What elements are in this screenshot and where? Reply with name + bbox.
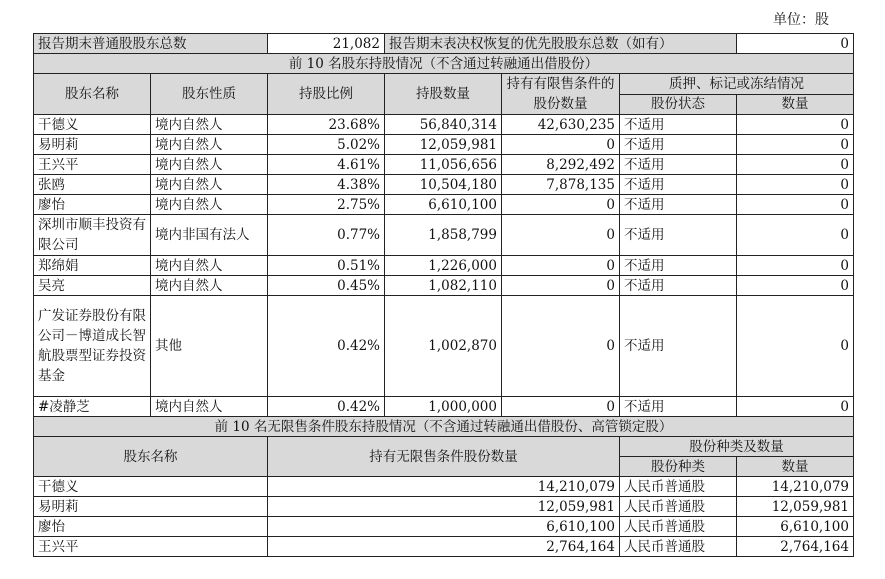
table-row (34, 497, 854, 517)
shareholding-ratio: 0.77% (268, 215, 385, 256)
header-ratio: 持股比例 (268, 74, 385, 115)
pledge-status: 不适用 (620, 215, 737, 256)
restricted-qty: 0 (502, 397, 620, 417)
pledge-status: 不适用 (620, 135, 737, 155)
shareholding-ratio: 0.42% (268, 397, 385, 417)
unit-label: 单位：股 (773, 12, 829, 28)
unrestricted-qty: 12,059,981 (268, 497, 620, 517)
header-nature: 股东性质 (151, 74, 268, 115)
unrestricted-qty: 2,764,164 (268, 537, 620, 557)
restricted-qty: 0 (502, 135, 620, 155)
table-row (34, 215, 854, 256)
table-row (34, 477, 854, 497)
shareholder-nature: 境内自然人 (151, 195, 268, 215)
shareholding-ratio: 4.38% (268, 175, 385, 195)
shareholder-name: 张鸥 (34, 175, 151, 195)
table-row (34, 135, 854, 155)
table-row (34, 175, 854, 195)
pledge-qty: 0 (737, 135, 854, 155)
pledge-qty: 0 (737, 115, 854, 135)
pledge-qty: 0 (737, 155, 854, 175)
shareholding-qty: 10,504,180 (385, 175, 502, 195)
unrestricted-header-type: 股份种类 (620, 457, 737, 477)
shareholding-ratio: 2.75% (268, 195, 385, 215)
header-restricted: 持有有限售条件的股份数量 (502, 74, 620, 115)
unrestricted-header-name: 股东名称 (34, 437, 268, 477)
table-row (34, 256, 854, 276)
shareholding-qty: 1,000,000 (385, 397, 502, 417)
unrestricted-qty: 14,210,079 (268, 477, 620, 497)
top10-rows (34, 115, 854, 417)
header-pledge-status: 股份状态 (620, 94, 737, 115)
table-row (34, 537, 854, 557)
shareholding-ratio: 0.51% (268, 256, 385, 276)
shareholding-ratio: 0.45% (268, 276, 385, 296)
shareholder-name: 深圳市顺丰投资有限公司 (34, 215, 151, 256)
pledge-status: 不适用 (620, 256, 737, 276)
header-name: 股东名称 (34, 74, 151, 115)
share-type-qty: 2,764,164 (737, 537, 854, 557)
summary-row (34, 34, 854, 54)
pledge-status: 不适用 (620, 195, 737, 215)
shareholding-qty: 11,056,656 (385, 155, 502, 175)
restricted-qty: 0 (502, 195, 620, 215)
shareholder-name: 广发证券股份有限公司－博道成长智航股票型证券投资基金 (34, 296, 151, 397)
shareholder-table (33, 33, 854, 557)
total-shareholders-label: 报告期末普通股股东总数 (34, 34, 268, 54)
unrestricted-holder-name: 易明莉 (34, 497, 268, 517)
pledge-status: 不适用 (620, 155, 737, 175)
table-row (34, 397, 854, 417)
pledge-qty: 0 (737, 175, 854, 195)
restricted-qty: 42,630,235 (502, 115, 620, 135)
shareholder-nature: 境内自然人 (151, 115, 268, 135)
unrestricted-qty: 6,610,100 (268, 517, 620, 537)
shareholder-nature: 境内自然人 (151, 256, 268, 276)
shareholder-name: #凌静芝 (34, 397, 151, 417)
shareholder-name: 廖怡 (34, 195, 151, 215)
pledge-status: 不适用 (620, 397, 737, 417)
share-type: 人民币普通股 (620, 477, 737, 497)
unrestricted-rows (34, 477, 854, 557)
shareholder-nature: 境内自然人 (151, 175, 268, 195)
restricted-qty: 0 (502, 276, 620, 296)
shareholder-name: 吴亮 (34, 276, 151, 296)
restricted-qty: 0 (502, 215, 620, 256)
unrestricted-header-group: 股份种类及数量 (620, 437, 854, 457)
header-qty: 持股数量 (385, 74, 502, 115)
shareholder-nature: 境内自然人 (151, 276, 268, 296)
shareholding-qty: 6,610,100 (385, 195, 502, 215)
table-row (34, 155, 854, 175)
shareholding-qty: 56,840,314 (385, 115, 502, 135)
shareholding-ratio: 4.61% (268, 155, 385, 175)
table-row (34, 195, 854, 215)
pledge-qty: 0 (737, 397, 854, 417)
pledge-status: 不适用 (620, 296, 737, 397)
shareholding-qty: 1,858,799 (385, 215, 502, 256)
unrestricted-holder-name: 干德义 (34, 477, 268, 497)
pledge-qty: 0 (737, 276, 854, 296)
unrestricted-holder-name: 廖怡 (34, 517, 268, 537)
unrestricted-section-title: 前 10 名无限售条件股东持股情况（不含通过转融通出借股份、高管锁定股） (34, 417, 854, 437)
shareholder-name: 郑绵娟 (34, 256, 151, 276)
share-type-qty: 14,210,079 (737, 477, 854, 497)
pledge-status: 不适用 (620, 175, 737, 195)
pledge-qty: 0 (737, 256, 854, 276)
table-row (34, 115, 854, 135)
shareholder-nature: 境内自然人 (151, 155, 268, 175)
shareholder-nature: 其他 (151, 296, 268, 397)
restricted-qty: 0 (502, 296, 620, 397)
header-pledge-qty: 数量 (737, 94, 854, 115)
preferred-shareholders-label: 报告期末表决权恢复的优先股股东总数（如有） (385, 34, 737, 54)
total-shareholders-value: 21,082 (268, 34, 385, 54)
restricted-qty: 8,292,492 (502, 155, 620, 175)
shareholding-qty: 1,002,870 (385, 296, 502, 397)
share-type-qty: 12,059,981 (737, 497, 854, 517)
top10-section-title: 前 10 名股东持股情况（不含通过转融通出借股份） (34, 54, 854, 74)
pledge-qty: 0 (737, 195, 854, 215)
shareholding-ratio: 23.68% (268, 115, 385, 135)
restricted-qty: 0 (502, 256, 620, 276)
shareholding-ratio: 5.02% (268, 135, 385, 155)
shareholding-qty: 12,059,981 (385, 135, 502, 155)
shareholder-name: 易明莉 (34, 135, 151, 155)
preferred-shareholders-value: 0 (737, 34, 854, 54)
pledge-status: 不适用 (620, 115, 737, 135)
header-pledge-group: 质押、标记或冻结情况 (620, 74, 854, 95)
pledge-qty: 0 (737, 215, 854, 256)
table-row (34, 517, 854, 537)
unrestricted-header-type-qty: 数量 (737, 457, 854, 477)
shareholder-nature: 境内自然人 (151, 397, 268, 417)
table-row (34, 296, 854, 397)
shareholder-nature: 境内自然人 (151, 135, 268, 155)
pledge-qty: 0 (737, 296, 854, 397)
share-type: 人民币普通股 (620, 517, 737, 537)
unrestricted-header-qty: 持有无限售条件股份数量 (268, 437, 620, 477)
shareholding-qty: 1,082,110 (385, 276, 502, 296)
shareholding-ratio: 0.42% (268, 296, 385, 397)
shareholding-qty: 1,226,000 (385, 256, 502, 276)
restricted-qty: 7,878,135 (502, 175, 620, 195)
shareholder-name: 干德义 (34, 115, 151, 135)
shareholder-name: 王兴平 (34, 155, 151, 175)
shareholder-nature: 境内非国有法人 (151, 215, 268, 256)
share-type: 人民币普通股 (620, 497, 737, 517)
share-type-qty: 6,610,100 (737, 517, 854, 537)
share-type: 人民币普通股 (620, 537, 737, 557)
pledge-status: 不适用 (620, 276, 737, 296)
table-row (34, 276, 854, 296)
unrestricted-holder-name: 王兴平 (34, 537, 268, 557)
